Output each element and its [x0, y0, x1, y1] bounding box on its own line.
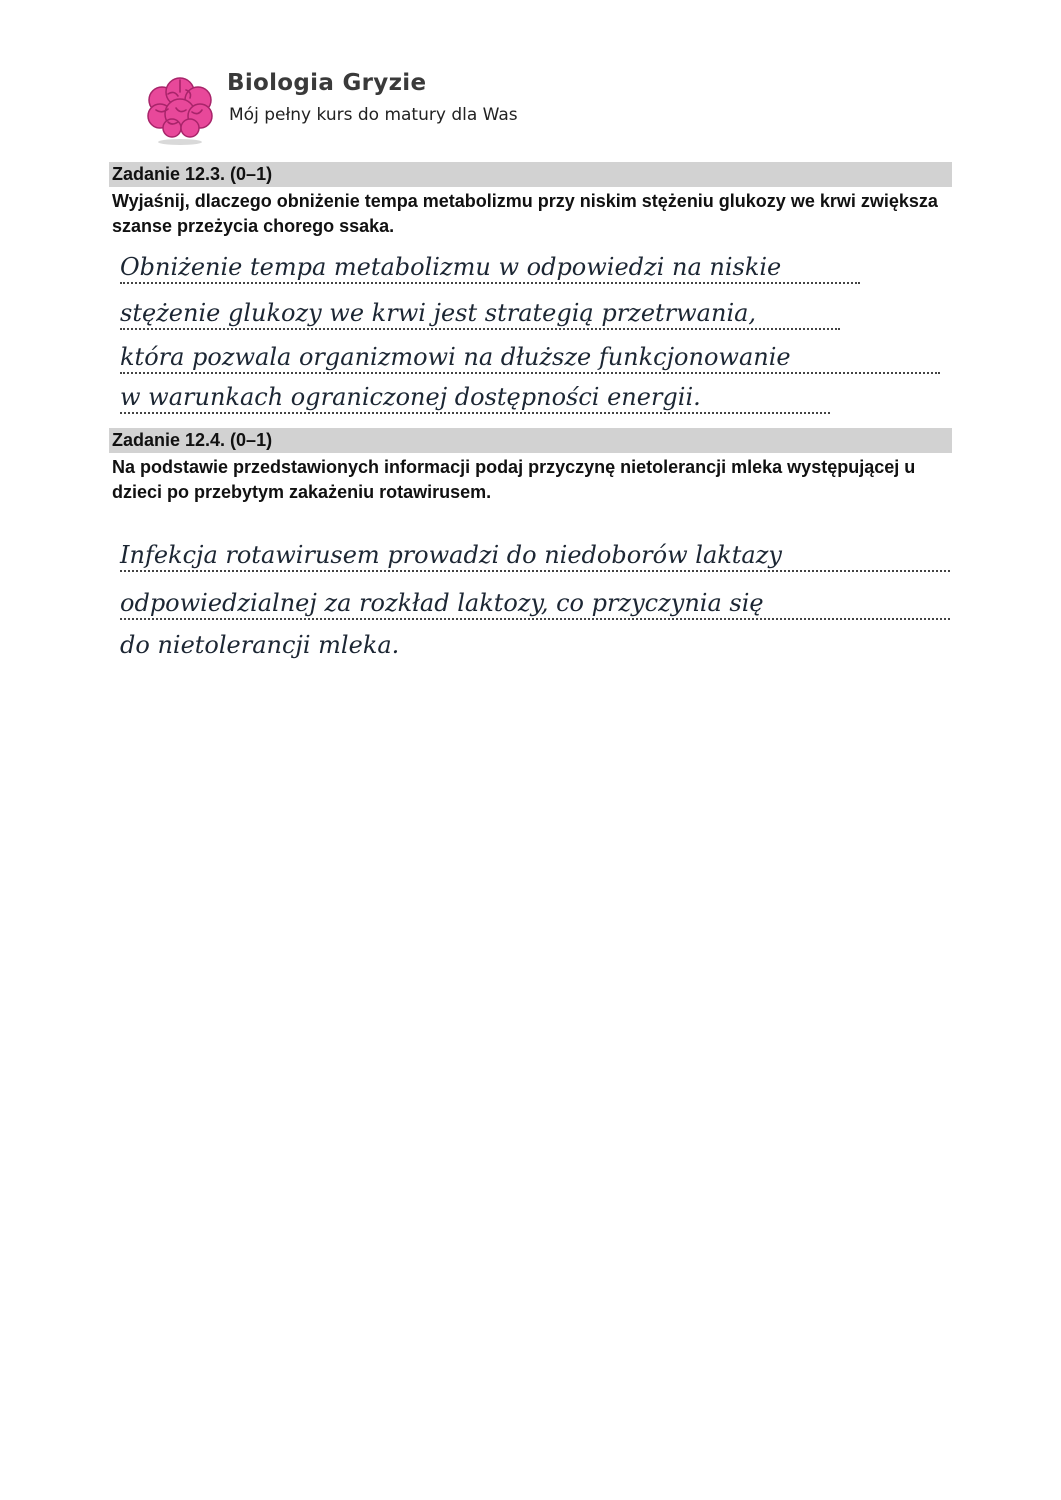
task-label: Zadanie 12.3. (0–1): [112, 164, 273, 184]
answer-line: stężenie glukozy we krwi jest strategią przetrwania,: [120, 298, 840, 330]
answer-line: odpowiedzialnej za rozkład laktozy, co przyczynia się: [120, 588, 950, 620]
brain-logo-icon: [140, 70, 220, 148]
task-question: Wyjaśnij, dlaczego obniżenie tempa metabolizmu przy niskim stężeniu glukozy we krwi zwiększa szanse przeżycia chorego ssaka.: [112, 191, 938, 236]
answer-line: w warunkach ograniczonej dostępności energii.: [120, 382, 830, 414]
answer-line: która pozwala organizmowi na dłuższe funkcjonowanie: [120, 342, 940, 374]
task-label: Zadanie 12.4. (0–1): [112, 430, 273, 450]
brand-title: Biologia Gryzie: [227, 70, 427, 96]
answer-line: Infekcja rotawirusem prowadzi do niedoborów laktazy: [120, 540, 950, 572]
task-question: Na podstawie przedstawionych informacji podaj przyczynę nietolerancji mleka występującej u dzieci po przebytym zakażeniu rotawirusem.: [112, 457, 916, 502]
answer-line: do nietolerancji mleka.: [120, 631, 400, 659]
answer-line: Obniżenie tempa metabolizmu w odpowiedzi na niskie: [120, 252, 860, 284]
brand-subtitle: Mój pełny kurs do matury dla Was: [229, 105, 518, 125]
